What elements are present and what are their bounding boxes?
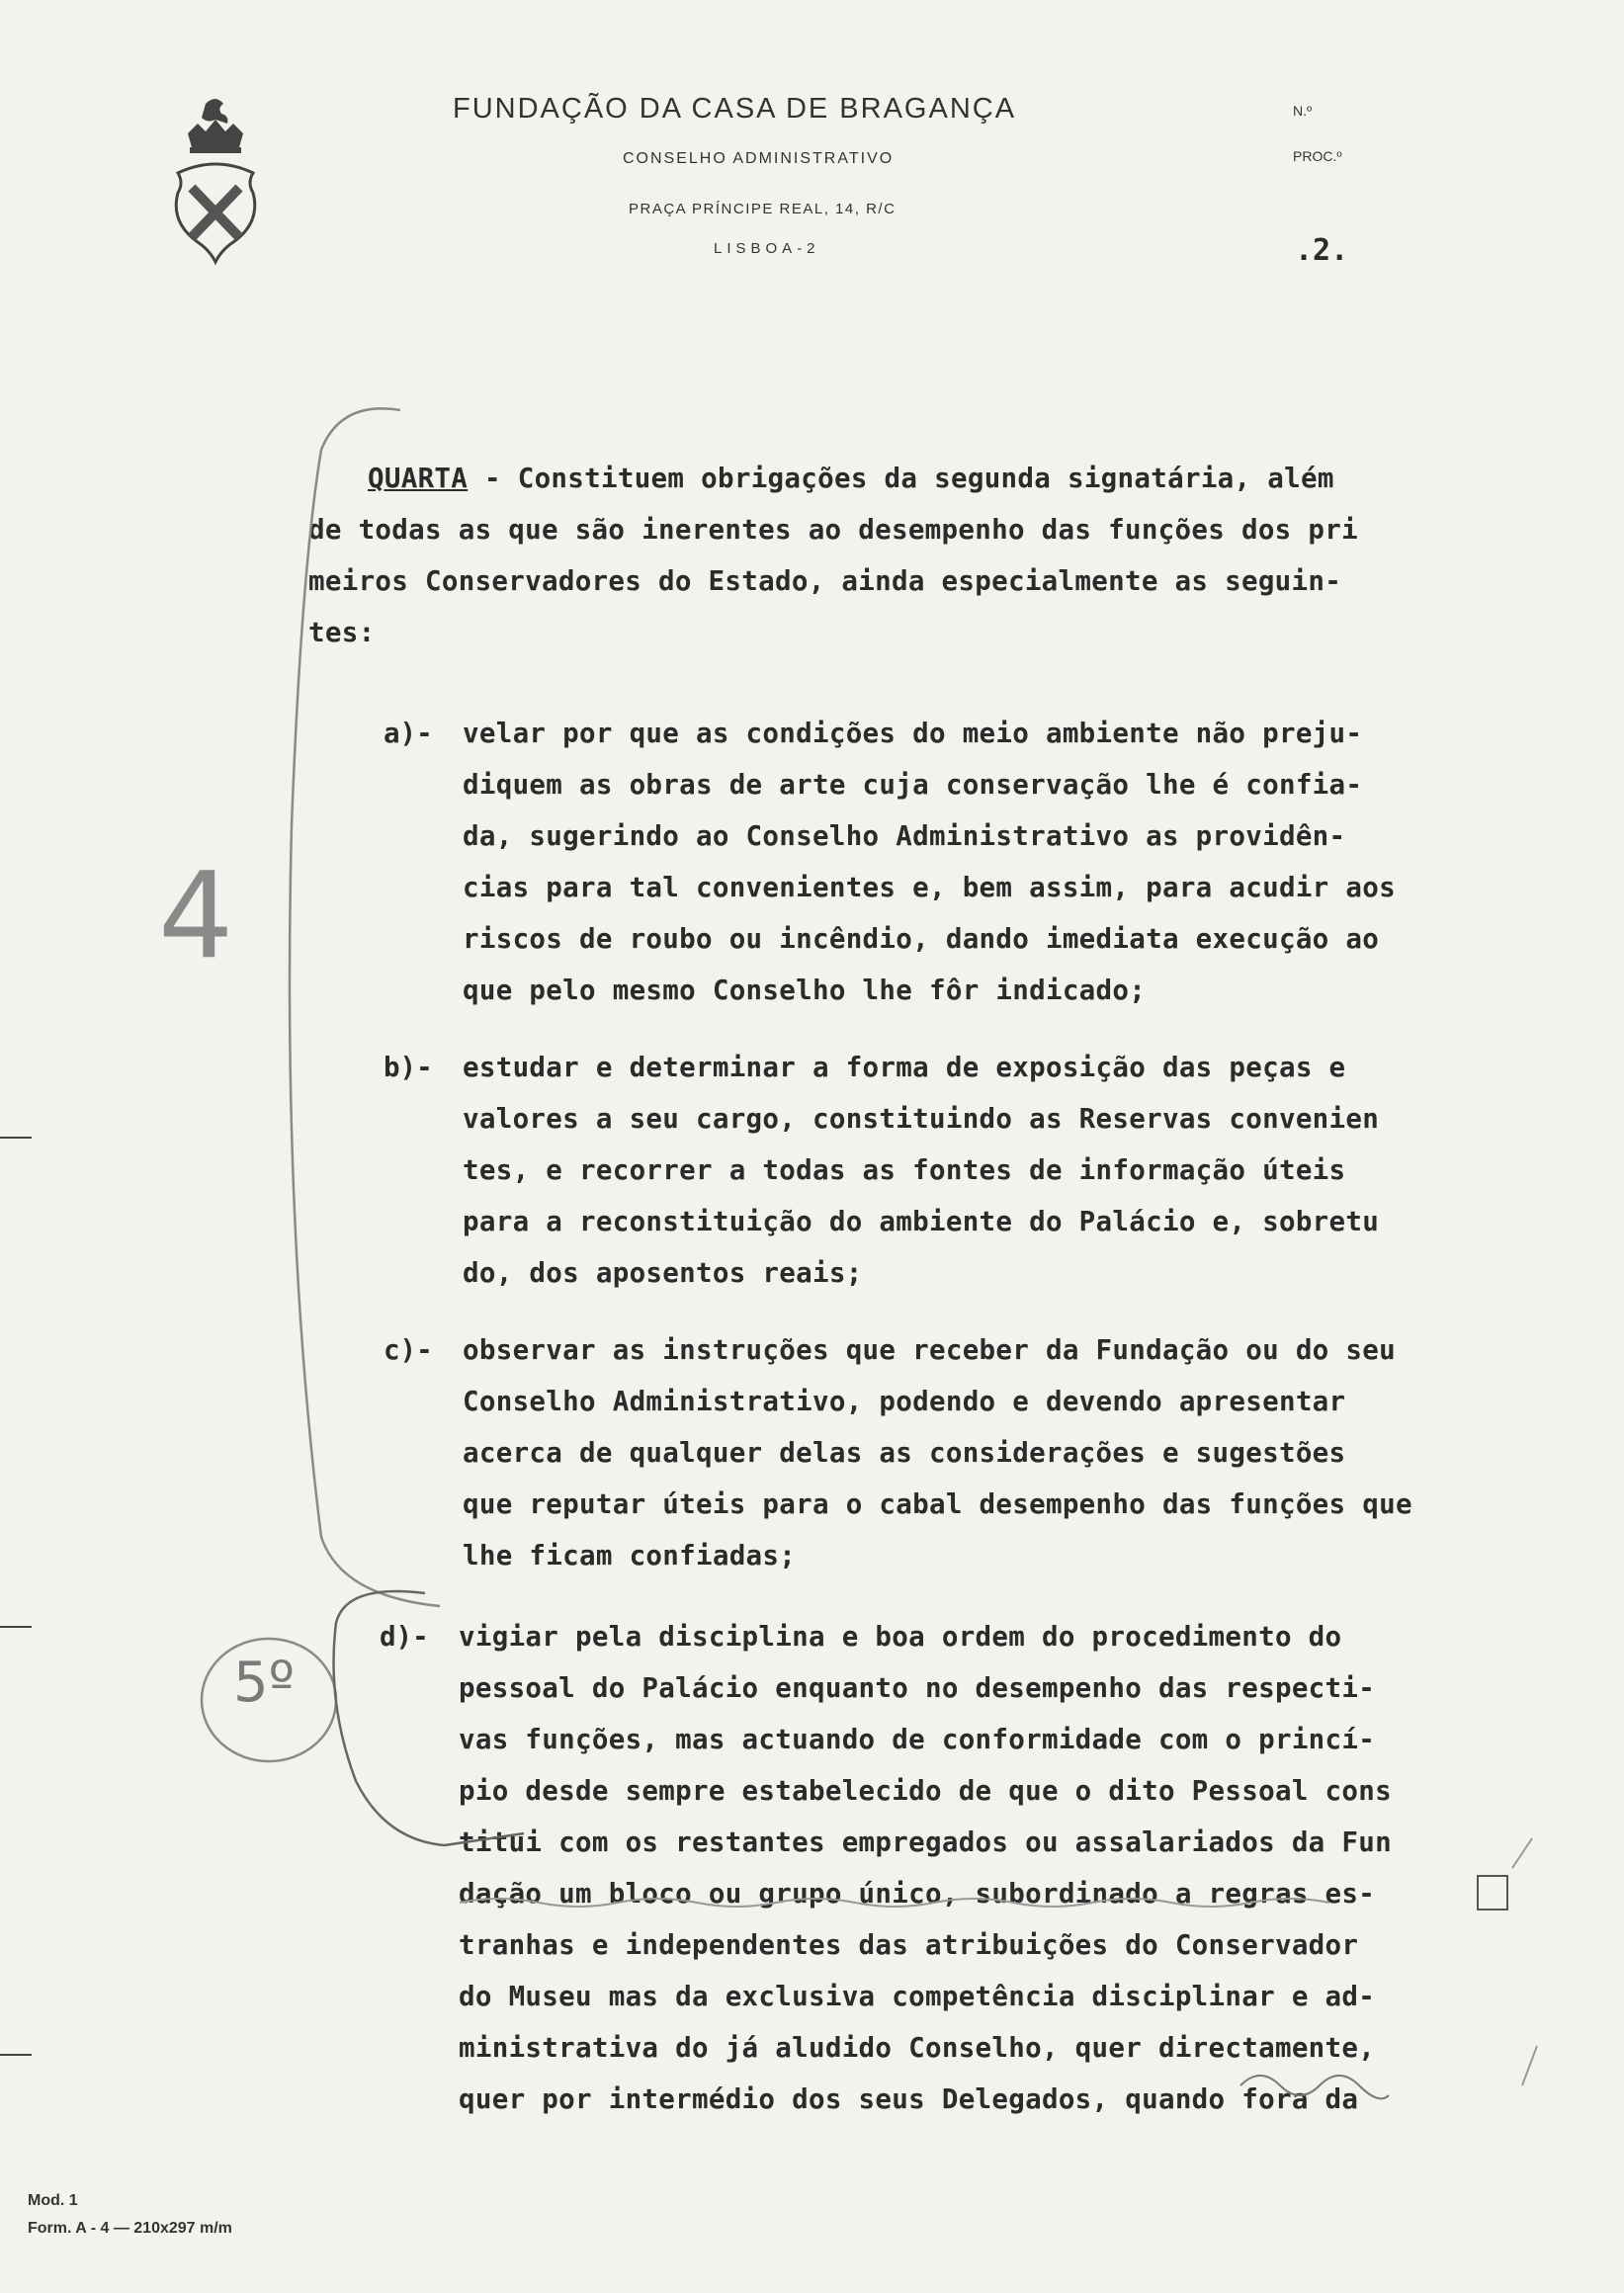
intro-line-2: de todas as que são inerentes ao desempenho das funções dos pri xyxy=(308,514,1358,546)
item-b-label: b)- xyxy=(384,1052,433,1083)
form-model: Mod. 1 xyxy=(28,2192,78,2209)
page-number: .2. xyxy=(1295,233,1349,268)
item-d-line: quer por intermédio dos seus Delegados, quando fora da xyxy=(459,2083,1359,2115)
item-a-line: riscos de roubo ou incêndio, dando imediata execução ao xyxy=(463,923,1380,955)
item-d-line: tranhas e independentes das atribuições do Conservador xyxy=(459,1929,1359,1961)
item-d-label: d)- xyxy=(380,1621,429,1653)
item-d-line: ministrativa do já aludido Conselho, quer directamente, xyxy=(459,2032,1376,2064)
item-d-line: titui com os restantes empregados ou assalariados da Fun xyxy=(459,1826,1392,1858)
coat-of-arms-logo xyxy=(166,94,265,267)
item-a-line: velar por que as condições do meio ambiente não preju- xyxy=(463,718,1363,749)
margin-tick xyxy=(0,1626,32,1628)
city-line: LISBOA-2 xyxy=(714,240,820,257)
item-c-line: acerca de qualquer delas as considerações e sugestões xyxy=(463,1437,1346,1469)
item-b-line: estudar e determinar a forma de exposição das peças e xyxy=(463,1052,1346,1083)
item-d-line: dação um bloco ou grupo único, subordinado a regras es- xyxy=(459,1878,1376,1910)
item-a-line: diquem as obras de arte cuja conservação lhe é confia- xyxy=(463,769,1363,801)
item-a-label: a)- xyxy=(384,718,433,749)
item-c-line: observar as instruções que receber da Fundação ou do seu xyxy=(463,1334,1396,1366)
item-d-line: pessoal do Palácio enquanto no desempenho das respecti- xyxy=(459,1672,1376,1704)
item-c-line: Conselho Administrativo, podendo e devendo apresentar xyxy=(463,1386,1346,1417)
intro-line-4: tes: xyxy=(308,617,376,648)
item-b-line: valores a seu cargo, constituindo as Reservas convenien xyxy=(463,1103,1380,1135)
intro-line-1 xyxy=(368,463,1334,494)
council-name: CONSELHO ADMINISTRATIVO xyxy=(623,150,895,167)
process-label: PROC.º xyxy=(1293,148,1342,164)
form-spec: Form. A - 4 — 210x297 m/m xyxy=(28,2220,232,2237)
item-a-line: que pelo mesmo Conselho lhe fôr indicado; xyxy=(463,975,1147,1006)
intro-text-1: - Constituem obrigações da segunda signatária, além xyxy=(468,463,1334,494)
item-a-line: cias para tal convenientes e, bem assim, para acudir aos xyxy=(463,872,1396,903)
item-b-line: para a reconstituição do ambiente do Palácio e, sobretu xyxy=(463,1206,1380,1237)
item-a-line: da, sugerindo ao Conselho Administrativo as providên- xyxy=(463,820,1346,852)
intro-line-3: meiros Conservadores do Estado, ainda especialmente as seguin- xyxy=(308,565,1342,597)
item-c-line: que reputar úteis para o cabal desempenho das funções que xyxy=(463,1488,1412,1520)
institution-name: FUNDAÇÃO DA CASA DE BRAGANÇA xyxy=(453,93,1017,125)
margin-tick xyxy=(0,2054,32,2056)
handwritten-4: 4 xyxy=(158,848,234,985)
item-d-line: vigiar pela disciplina e boa ordem do procedimento do xyxy=(459,1621,1342,1653)
clause-heading: QUARTA xyxy=(368,463,469,494)
item-c-line: lhe ficam confiadas; xyxy=(463,1540,797,1571)
item-d-line: do Museu mas da exclusiva competência disciplinar e ad- xyxy=(459,1981,1376,2012)
margin-tick xyxy=(0,1137,32,1139)
item-d-line: pio desde sempre estabelecido de que o dito Pessoal cons xyxy=(459,1775,1392,1807)
item-b-line: tes, e recorrer a todas as fontes de informação úteis xyxy=(463,1154,1346,1186)
item-b-line: do, dos aposentos reais; xyxy=(463,1257,863,1289)
item-d-line: vas funções, mas actuando de conformidade com o princí- xyxy=(459,1724,1376,1755)
item-c-label: c)- xyxy=(384,1334,433,1366)
address-line: PRAÇA PRÍNCIPE REAL, 14, R/C xyxy=(629,201,897,217)
handwritten-5: 5º xyxy=(233,1651,296,1715)
number-label: N.º xyxy=(1293,103,1313,119)
